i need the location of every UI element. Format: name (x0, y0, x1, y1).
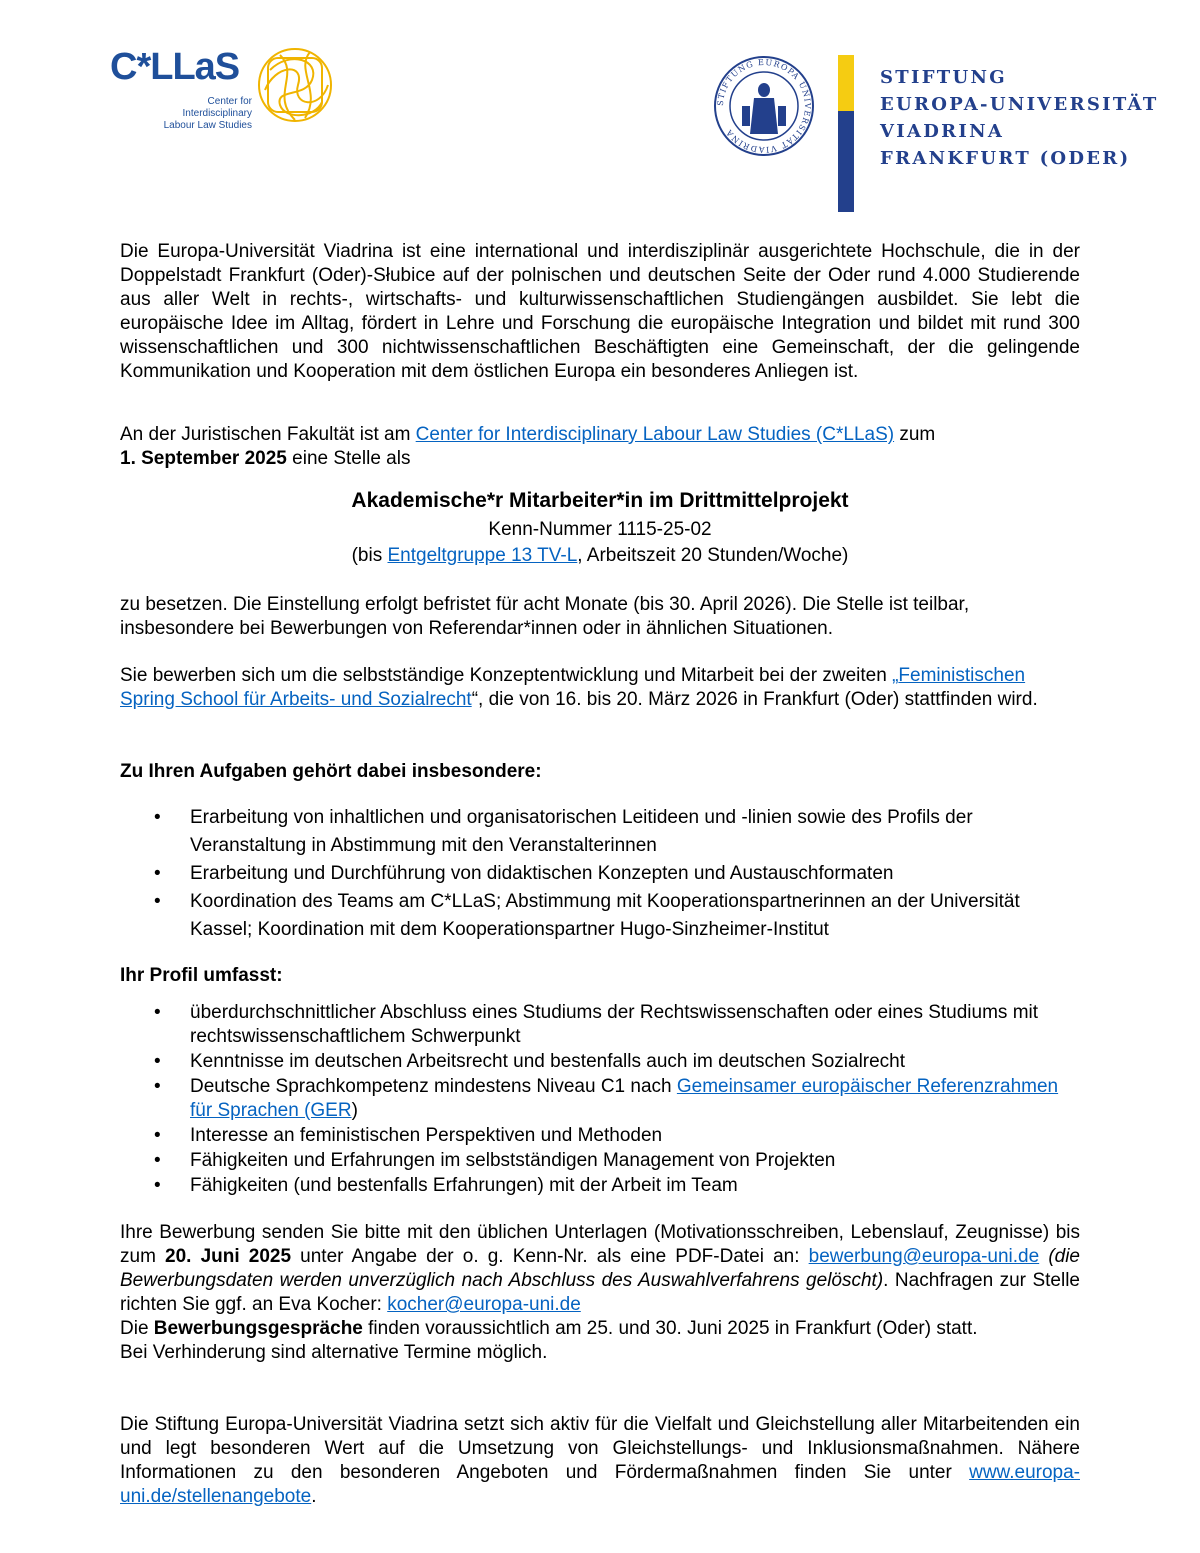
bullet-icon: • (154, 1150, 161, 1171)
bullet-icon: • (154, 1076, 161, 1097)
faculty-paragraph: An der Juristischen Fakultät ist am Center for Interdisciplinary Labour Law Studies (C*LLaS) zum 1. September 2025 eine Stelle als (120, 424, 936, 469)
list-item: • Kenntnisse im deutschen Arbeitsrecht und bestenfalls auch im deutschen Sozialrecht (154, 1051, 906, 1072)
bullet-icon: • (154, 807, 161, 828)
profile-heading: Ihr Profil umfasst: (120, 965, 283, 986)
list-item: • Fähigkeiten und Erfahrungen im selbstständigen Management von Projekten (154, 1150, 836, 1171)
cllas-logo (110, 40, 340, 130)
ger-link[interactable]: Gemeinsamer europäischer Referenzrahmen für Sprachen (GER (190, 1076, 1059, 1121)
interview-line: Die Bewerbungsgespräche finden voraussichtlich am 25. und 30. Juni 2025 in Frankfurt (Oder) statt. (120, 1318, 978, 1339)
bullet-icon: • (154, 1125, 161, 1146)
list-item: • Fähigkeiten (und bestenfalls Erfahrungen) mit der Arbeit im Team (154, 1175, 738, 1196)
brand-bar-yellow (838, 55, 854, 111)
spring-school-link[interactable]: Feministischen Spring School für Arbeits- und Sozialrecht (120, 665, 1026, 710)
diversity-paragraph: Die Stiftung Europa-Universität Viadrina setzt sich aktiv für die Vielfalt und Gleichstellung aller Mitarbeitenden ein und legt besonderen Wert auf die Umsetzung von Gleichstellungs- und Inklusionsmaßnahmen. Nähere Informationen zu den besonderen Angeboten und Fördermaßnahmen finden Sie unter www.europa-uni.de/stellenangebote. (120, 1414, 1080, 1507)
kenn-nummer: Kenn-Nummer 1115-25-02 (488, 519, 712, 540)
list-item: • Koordination des Teams am C*LLaS; Abstimmung mit Kooperationspartnerinnen an der Universität Kassel; Koordination mit dem Kooperationspartner Hugo-Sinzheimer-Institut (120, 888, 1080, 944)
tasks-heading: Zu Ihren Aufgaben gehört dabei insbesondere: (120, 761, 542, 782)
cllas-logo-subtitle: Center for Interdisciplinary Labour Law Studies (163, 96, 252, 131)
cllas-emblem-icon (250, 40, 340, 130)
list-item: • Interesse an feministischen Perspektiven und Methoden (154, 1125, 663, 1146)
university-name: STIFTUNG EUROPA-UNIVERSITÄT VIADRINA FRANKFURT (ODER) (880, 67, 1159, 169)
list-item: • Erarbeitung von inhaltlichen und organisatorischen Leitideen und -linien sowie des Profils der Veranstaltung in Abstimmung mit den Veranstalterinnen (120, 804, 1080, 860)
contact-email-link[interactable]: kocher@europa-uni.de (387, 1294, 581, 1315)
alternative-dates-line: Bei Verhinderung sind alternative Termine möglich. (120, 1342, 548, 1363)
pay-grade-line: (bis Entgeltgruppe 13 TV-L, Arbeitszeit 20 Stunden/Woche) (351, 545, 849, 566)
bullet-icon: • (154, 1051, 161, 1072)
bullet-icon: • (154, 1002, 161, 1023)
jobs-link[interactable]: www.europa-uni.de/stellenangebote (120, 1462, 1080, 1507)
list-item: • Erarbeitung und Durchführung von didaktischen Konzepten und Austauschformaten (120, 860, 1080, 888)
bullet-icon: • (154, 891, 161, 912)
list-item: • überdurchschnittlicher Abschluss eines Studiums der Rechtswissenschaften oder eines Studiums mit rechtswissenschaftlichem Schwerpunkt (154, 1002, 1039, 1047)
position-title: Akademische*r Mitarbeiter*in im Drittmittelprojekt (351, 489, 849, 512)
tasks-list (120, 804, 1080, 944)
besetzen-paragraph: zu besetzen. Die Einstellung erfolgt befristet für acht Monate (bis 30. April 2026). Die Stelle ist teilbar, insbesondere bei Bewerbungen von Referendar*innen oder in ähnlichen Situationen. (120, 594, 970, 639)
cllas-link[interactable]: Center for Interdisciplinary Labour Law Studies (C*LLaS) (415, 424, 895, 445)
cllas-logo-text: C*LLaS (110, 46, 240, 88)
deadline: 20. Juni 2025 (165, 1246, 292, 1267)
spring-school-paragraph: Sie bewerben sich um die selbstständige Konzeptentwicklung und Mitarbeit bei der zweiten „Feministischen Spring School für Arbeits- und Sozialrecht“, die von 16. bis 20. März 2026 in Frankfurt (Oder) stattfinden wird. (120, 665, 1038, 710)
entgeltgruppe-link[interactable]: Entgeltgruppe 13 TV-L (387, 545, 578, 566)
university-seal-icon (712, 54, 816, 158)
bullet-icon: • (154, 863, 161, 884)
bullet-icon: • (154, 1175, 161, 1196)
profile-list (120, 1001, 1080, 1199)
brand-bar-blue (838, 111, 854, 212)
application-email-link[interactable]: bewerbung@europa-uni.de (808, 1246, 1040, 1267)
application-paragraph: Ihre Bewerbung senden Sie bitte mit den üblichen Unterlagen (Motivationsschreiben, Lebenslauf, Zeugnisse) bis zum 20. Juni 2025 unter Angabe der o. g. Kenn-Nr. als eine PDF-Datei an: bewerbung@europa-uni.de (die Bewerbungsdaten werden unverzüglich nach Abschluss des Auswahlverfahrens gelöscht). Nachfragen zur Stelle richten Sie ggf. an Eva Kocher: kocher@europa-uni.de (120, 1222, 1080, 1315)
svg-text:STIFTUNG EUROPA UNIVERSITÄT VI: STIFTUNG EUROPA UNIVERSITÄT VIADRINA (715, 57, 813, 155)
start-date: 1. September 2025 (120, 448, 287, 469)
list-item: • Deutsche Sprachkompetenz mindestens Niveau C1 nach Gemeinsamer europäischer Referenzrahmen für Sprachen (GER) (154, 1076, 1059, 1121)
intro-paragraph: Die Europa-Universität Viadrina ist eine international und interdisziplinär ausgerichtete Hochschule, die in der Doppelstadt Frankfurt (Oder)-Słubice auf der polnischen und deutschen Seite der Oder rund 4.000 Studierende aus aller Welt in rechts-, wirtschafts- und kulturwissenschaftlichen Studiengängen ausbildet. Sie lebt die europäische Idee im Alltag, fördert in Lehre und Forschung die europäische Integration und bildet mit rund 300 wissenschaftlichen und 300 nichtwissenschaftlichen Beschäftigten eine Gemeinschaft, der die gelingende Kommunikation und Kooperation mit dem östlichen Europa ein besonderes Anliegen ist. (120, 241, 1080, 382)
